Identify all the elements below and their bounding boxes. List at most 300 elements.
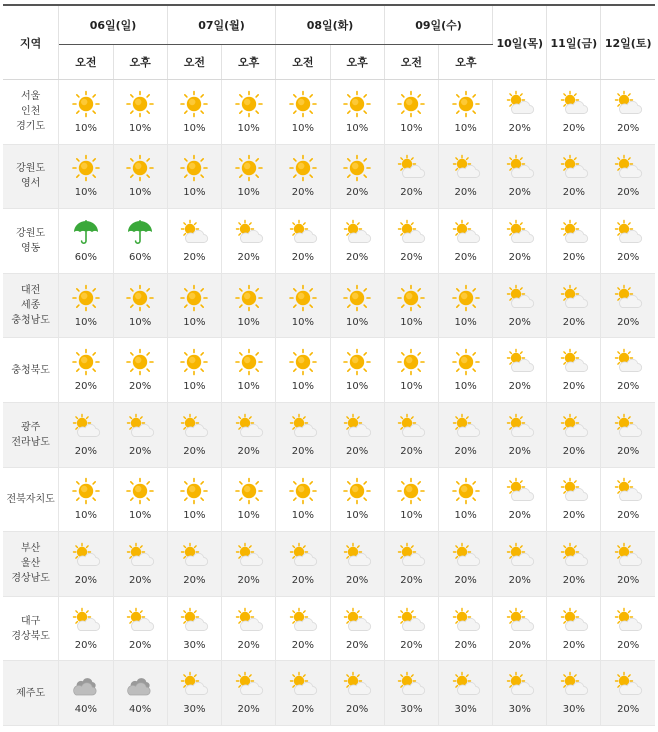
sun-icon	[451, 284, 481, 312]
sun-icon	[179, 477, 209, 505]
precipitation-probability: 20%	[562, 381, 585, 393]
precipitation-probability: 20%	[129, 445, 152, 457]
precipitation-probability: 10%	[183, 187, 206, 199]
precipitation-probability: 20%	[400, 251, 423, 263]
sun-icon	[234, 477, 264, 505]
precipitation-probability: 10%	[400, 122, 423, 134]
precipitation-probability: 20%	[291, 445, 314, 457]
sun-behind-cloud-icon	[505, 154, 535, 182]
region-name-line: 대전	[20, 285, 41, 297]
sun-behind-cloud-icon	[505, 671, 535, 699]
sun-behind-cloud-icon	[613, 90, 643, 118]
region-name-line: 영서	[20, 178, 41, 190]
sun-icon	[342, 348, 372, 376]
sun-icon	[342, 477, 372, 505]
precipitation-probability: 10%	[400, 381, 423, 393]
precipitation-probability: 20%	[508, 316, 531, 328]
sun-icon	[451, 348, 481, 376]
forecast-cell	[222, 273, 276, 338]
sun-behind-cloud-icon	[559, 219, 589, 247]
sun-icon	[71, 348, 101, 376]
day-header: 11일(금)	[547, 5, 601, 80]
region-name-line: 대구	[20, 615, 41, 627]
sun-behind-cloud-icon	[559, 607, 589, 635]
precipitation-probability: 20%	[346, 251, 369, 263]
forecast-cell	[222, 661, 276, 726]
sun-behind-cloud-icon	[179, 542, 209, 570]
forecast-cell	[547, 596, 601, 661]
sun-behind-cloud-icon	[179, 671, 209, 699]
forecast-cell	[59, 402, 113, 467]
forecast-cell	[384, 402, 438, 467]
sun-behind-cloud-icon	[505, 90, 535, 118]
precipitation-probability: 20%	[183, 445, 206, 457]
table-row	[3, 273, 655, 338]
cloud-icon	[71, 671, 101, 699]
day-header: 09일(수)	[384, 5, 493, 45]
precipitation-probability: 20%	[508, 574, 531, 586]
sun-behind-cloud-icon	[71, 607, 101, 635]
forecast-cell	[330, 338, 384, 403]
forecast-cell	[113, 661, 167, 726]
sun-behind-cloud-icon	[234, 542, 264, 570]
precipitation-probability: 20%	[454, 445, 477, 457]
forecast-cell	[222, 338, 276, 403]
sun-icon	[125, 154, 155, 182]
sun-behind-cloud-icon	[559, 671, 589, 699]
precipitation-probability: 20%	[508, 251, 531, 263]
pm-header: 오후	[330, 45, 384, 80]
precipitation-probability: 20%	[291, 187, 314, 199]
table-row	[3, 402, 655, 467]
sun-behind-cloud-icon	[613, 219, 643, 247]
forecast-cell	[222, 402, 276, 467]
precipitation-probability: 20%	[291, 639, 314, 651]
sun-behind-cloud-icon	[613, 607, 643, 635]
region-name-line: 인천	[20, 106, 41, 118]
precipitation-probability: 20%	[562, 316, 585, 328]
precipitation-probability: 10%	[183, 122, 206, 134]
precipitation-probability: 20%	[346, 639, 369, 651]
forecast-cell	[167, 273, 221, 338]
precipitation-probability: 30%	[400, 704, 423, 716]
forecast-cell	[547, 80, 601, 145]
precipitation-probability: 30%	[454, 704, 477, 716]
precipitation-probability: 20%	[291, 574, 314, 586]
sun-behind-cloud-icon	[613, 542, 643, 570]
region-name	[3, 402, 59, 467]
precipitation-probability: 20%	[508, 639, 531, 651]
forecast-cell	[493, 80, 547, 145]
precipitation-probability: 20%	[617, 316, 640, 328]
sun-behind-cloud-icon	[505, 477, 535, 505]
sun-icon	[396, 284, 426, 312]
forecast-cell	[276, 661, 330, 726]
region-name	[3, 467, 59, 532]
sun-icon	[234, 348, 264, 376]
precipitation-probability: 10%	[74, 187, 97, 199]
sun-behind-cloud-icon	[125, 607, 155, 635]
forecast-cell	[493, 596, 547, 661]
sun-icon	[396, 477, 426, 505]
forecast-cell	[113, 467, 167, 532]
sun-behind-cloud-icon	[342, 413, 372, 441]
sun-behind-cloud-icon	[559, 413, 589, 441]
precipitation-probability: 10%	[237, 187, 260, 199]
forecast-cell	[439, 80, 493, 145]
precipitation-probability: 30%	[183, 639, 206, 651]
precipitation-probability: 20%	[508, 510, 531, 522]
precipitation-probability: 10%	[454, 316, 477, 328]
sun-icon	[396, 90, 426, 118]
sun-behind-cloud-icon	[559, 284, 589, 312]
forecast-body	[3, 80, 655, 726]
forecast-cell	[601, 402, 655, 467]
precipitation-probability: 20%	[508, 187, 531, 199]
forecast-cell	[167, 661, 221, 726]
precipitation-probability: 20%	[562, 574, 585, 586]
region-name-line: 경상남도	[11, 573, 50, 585]
sun-icon	[451, 477, 481, 505]
precipitation-probability: 20%	[617, 122, 640, 134]
sun-icon	[179, 284, 209, 312]
precipitation-probability: 60%	[129, 251, 152, 263]
precipitation-probability: 10%	[74, 316, 97, 328]
precipitation-probability: 20%	[562, 251, 585, 263]
precipitation-probability: 20%	[454, 251, 477, 263]
precipitation-probability: 20%	[129, 381, 152, 393]
cloud-icon	[125, 671, 155, 699]
forecast-cell	[276, 402, 330, 467]
precipitation-probability: 20%	[617, 187, 640, 199]
forecast-cell	[439, 467, 493, 532]
precipitation-probability: 10%	[183, 510, 206, 522]
precipitation-probability: 10%	[237, 510, 260, 522]
forecast-cell	[330, 596, 384, 661]
region-name-line: 영동	[20, 242, 41, 254]
region-name	[3, 596, 59, 661]
forecast-cell	[222, 467, 276, 532]
sun-behind-cloud-icon	[505, 219, 535, 247]
am-header: 오전	[276, 45, 330, 80]
forecast-cell	[167, 596, 221, 661]
forecast-cell	[330, 273, 384, 338]
forecast-cell	[493, 532, 547, 597]
precipitation-probability: 20%	[562, 445, 585, 457]
sun-behind-cloud-icon	[179, 219, 209, 247]
precipitation-probability: 20%	[74, 639, 97, 651]
forecast-cell	[59, 144, 113, 209]
forecast-cell	[59, 273, 113, 338]
forecast-cell	[384, 273, 438, 338]
region-name	[3, 80, 59, 145]
am-header: 오전	[59, 45, 113, 80]
sun-behind-cloud-icon	[451, 413, 481, 441]
sun-behind-cloud-icon	[288, 542, 318, 570]
sun-icon	[288, 154, 318, 182]
sun-behind-cloud-icon	[396, 219, 426, 247]
precipitation-probability: 20%	[74, 445, 97, 457]
forecast-cell	[601, 467, 655, 532]
precipitation-probability: 20%	[346, 187, 369, 199]
weather-forecast-table	[3, 4, 655, 726]
sun-icon	[234, 154, 264, 182]
forecast-cell	[493, 467, 547, 532]
precipitation-probability: 20%	[617, 704, 640, 716]
forecast-cell	[59, 596, 113, 661]
forecast-cell	[547, 402, 601, 467]
precipitation-probability: 20%	[237, 704, 260, 716]
sun-behind-cloud-icon	[613, 154, 643, 182]
precipitation-probability: 20%	[454, 574, 477, 586]
sun-behind-cloud-icon	[505, 542, 535, 570]
sun-behind-cloud-icon	[451, 154, 481, 182]
precipitation-probability: 10%	[183, 316, 206, 328]
sun-behind-cloud-icon	[234, 607, 264, 635]
region-name-line: 광주	[20, 421, 41, 433]
forecast-cell	[222, 209, 276, 274]
forecast-cell	[167, 467, 221, 532]
forecast-cell	[167, 402, 221, 467]
forecast-cell	[276, 532, 330, 597]
sun-behind-cloud-icon	[179, 413, 209, 441]
forecast-cell	[439, 209, 493, 274]
sun-behind-cloud-icon	[396, 671, 426, 699]
forecast-cell	[113, 532, 167, 597]
sun-behind-cloud-icon	[71, 542, 101, 570]
precipitation-probability: 20%	[237, 251, 260, 263]
precipitation-probability: 10%	[346, 122, 369, 134]
region-name	[3, 338, 59, 403]
region-name-line: 세종	[20, 300, 41, 312]
precipitation-probability: 10%	[74, 122, 97, 134]
precipitation-probability: 20%	[617, 510, 640, 522]
umbrella-icon	[71, 219, 101, 247]
forecast-cell	[276, 144, 330, 209]
forecast-cell	[601, 273, 655, 338]
forecast-cell	[276, 80, 330, 145]
forecast-cell	[276, 596, 330, 661]
forecast-cell	[113, 80, 167, 145]
precipitation-probability: 40%	[74, 704, 97, 716]
precipitation-probability: 10%	[237, 381, 260, 393]
region-name-line: 강원도	[16, 163, 46, 175]
precipitation-probability: 20%	[129, 574, 152, 586]
forecast-cell	[547, 144, 601, 209]
forecast-cell	[330, 661, 384, 726]
forecast-cell	[439, 144, 493, 209]
precipitation-probability: 20%	[74, 381, 97, 393]
forecast-cell	[330, 144, 384, 209]
sun-behind-cloud-icon	[396, 413, 426, 441]
day-header: 08일(화)	[276, 5, 385, 45]
precipitation-probability: 20%	[346, 704, 369, 716]
precipitation-probability: 10%	[129, 122, 152, 134]
forecast-cell	[384, 467, 438, 532]
sun-icon	[71, 284, 101, 312]
forecast-cell	[113, 273, 167, 338]
forecast-cell	[113, 596, 167, 661]
precipitation-probability: 10%	[346, 510, 369, 522]
precipitation-probability: 20%	[562, 639, 585, 651]
sun-behind-cloud-icon	[451, 607, 481, 635]
forecast-cell	[167, 144, 221, 209]
am-header: 오전	[384, 45, 438, 80]
forecast-cell	[330, 532, 384, 597]
region-name-line: 경상북도	[11, 630, 50, 642]
sun-behind-cloud-icon	[559, 348, 589, 376]
forecast-cell	[547, 273, 601, 338]
precipitation-probability: 10%	[291, 381, 314, 393]
precipitation-probability: 30%	[183, 704, 206, 716]
precipitation-probability: 10%	[454, 510, 477, 522]
forecast-cell	[59, 532, 113, 597]
sun-behind-cloud-icon	[288, 413, 318, 441]
sun-behind-cloud-icon	[451, 671, 481, 699]
sun-behind-cloud-icon	[451, 542, 481, 570]
header-row-days	[3, 5, 655, 45]
region-name	[3, 209, 59, 274]
sun-behind-cloud-icon	[613, 348, 643, 376]
forecast-cell	[330, 467, 384, 532]
precipitation-probability: 60%	[74, 251, 97, 263]
table-row	[3, 661, 655, 726]
precipitation-probability: 20%	[74, 574, 97, 586]
table-row	[3, 80, 655, 145]
forecast-cell	[59, 209, 113, 274]
sun-icon	[288, 284, 318, 312]
forecast-cell	[330, 80, 384, 145]
forecast-cell	[222, 596, 276, 661]
table-row	[3, 209, 655, 274]
region-header: 지역	[3, 5, 59, 80]
forecast-cell	[59, 80, 113, 145]
sun-behind-cloud-icon	[451, 219, 481, 247]
table-row	[3, 144, 655, 209]
precipitation-probability: 20%	[346, 445, 369, 457]
sun-behind-cloud-icon	[342, 671, 372, 699]
sun-icon	[179, 154, 209, 182]
forecast-cell	[493, 338, 547, 403]
sun-behind-cloud-icon	[179, 607, 209, 635]
region-name	[3, 532, 59, 597]
sun-behind-cloud-icon	[71, 413, 101, 441]
sun-icon	[234, 284, 264, 312]
precipitation-probability: 20%	[617, 639, 640, 651]
precipitation-probability: 40%	[129, 704, 152, 716]
precipitation-probability: 10%	[237, 122, 260, 134]
forecast-cell	[493, 661, 547, 726]
forecast-cell	[167, 209, 221, 274]
forecast-cell	[222, 80, 276, 145]
region-name-line: 전북자치도	[6, 493, 55, 505]
forecast-cell	[167, 532, 221, 597]
forecast-cell	[601, 338, 655, 403]
forecast-cell	[547, 661, 601, 726]
forecast-cell	[222, 144, 276, 209]
precipitation-probability: 20%	[562, 187, 585, 199]
forecast-cell	[384, 338, 438, 403]
sun-icon	[71, 90, 101, 118]
sun-behind-cloud-icon	[288, 607, 318, 635]
precipitation-probability: 20%	[400, 445, 423, 457]
forecast-cell	[601, 532, 655, 597]
sun-behind-cloud-icon	[613, 284, 643, 312]
region-name-line: 서울	[20, 91, 41, 103]
sun-behind-cloud-icon	[125, 542, 155, 570]
forecast-cell	[59, 467, 113, 532]
precipitation-probability: 10%	[237, 316, 260, 328]
precipitation-probability: 10%	[129, 187, 152, 199]
sun-behind-cloud-icon	[342, 607, 372, 635]
forecast-cell	[276, 338, 330, 403]
pm-header: 오후	[222, 45, 276, 80]
precipitation-probability: 20%	[617, 445, 640, 457]
precipitation-probability: 20%	[508, 122, 531, 134]
forecast-cell	[601, 596, 655, 661]
region-name-line: 충청북도	[11, 364, 50, 376]
precipitation-probability: 10%	[454, 122, 477, 134]
region-name	[3, 273, 59, 338]
pm-header: 오후	[439, 45, 493, 80]
sun-icon	[288, 348, 318, 376]
precipitation-probability: 10%	[400, 316, 423, 328]
forecast-cell	[601, 80, 655, 145]
sun-behind-cloud-icon	[288, 219, 318, 247]
forecast-cell	[113, 144, 167, 209]
precipitation-probability: 20%	[400, 639, 423, 651]
precipitation-probability: 10%	[74, 510, 97, 522]
forecast-cell	[113, 209, 167, 274]
precipitation-probability: 20%	[400, 187, 423, 199]
forecast-cell	[276, 467, 330, 532]
forecast-cell	[493, 273, 547, 338]
sun-behind-cloud-icon	[559, 154, 589, 182]
forecast-cell	[113, 402, 167, 467]
sun-icon	[234, 90, 264, 118]
precipitation-probability: 20%	[183, 574, 206, 586]
sun-behind-cloud-icon	[234, 413, 264, 441]
precipitation-probability: 20%	[454, 639, 477, 651]
sun-icon	[342, 154, 372, 182]
region-name	[3, 661, 59, 726]
region-name-line: 경기도	[16, 121, 46, 133]
precipitation-probability: 20%	[454, 187, 477, 199]
region-name-line: 강원도	[16, 227, 46, 239]
forecast-cell	[439, 402, 493, 467]
day-header: 10일(목)	[493, 5, 547, 80]
precipitation-probability: 20%	[129, 639, 152, 651]
sun-behind-cloud-icon	[396, 607, 426, 635]
precipitation-probability: 10%	[291, 510, 314, 522]
forecast-cell	[384, 144, 438, 209]
sun-icon	[342, 284, 372, 312]
precipitation-probability: 10%	[291, 316, 314, 328]
forecast-cell	[439, 532, 493, 597]
sun-behind-cloud-icon	[505, 348, 535, 376]
sun-behind-cloud-icon	[342, 219, 372, 247]
am-header: 오전	[167, 45, 221, 80]
forecast-cell	[167, 338, 221, 403]
forecast-cell	[439, 661, 493, 726]
table-row	[3, 467, 655, 532]
forecast-cell	[439, 596, 493, 661]
sun-behind-cloud-icon	[125, 413, 155, 441]
region-name-line: 제주도	[16, 687, 46, 699]
sun-behind-cloud-icon	[559, 542, 589, 570]
precipitation-probability: 20%	[617, 574, 640, 586]
precipitation-probability: 20%	[291, 704, 314, 716]
